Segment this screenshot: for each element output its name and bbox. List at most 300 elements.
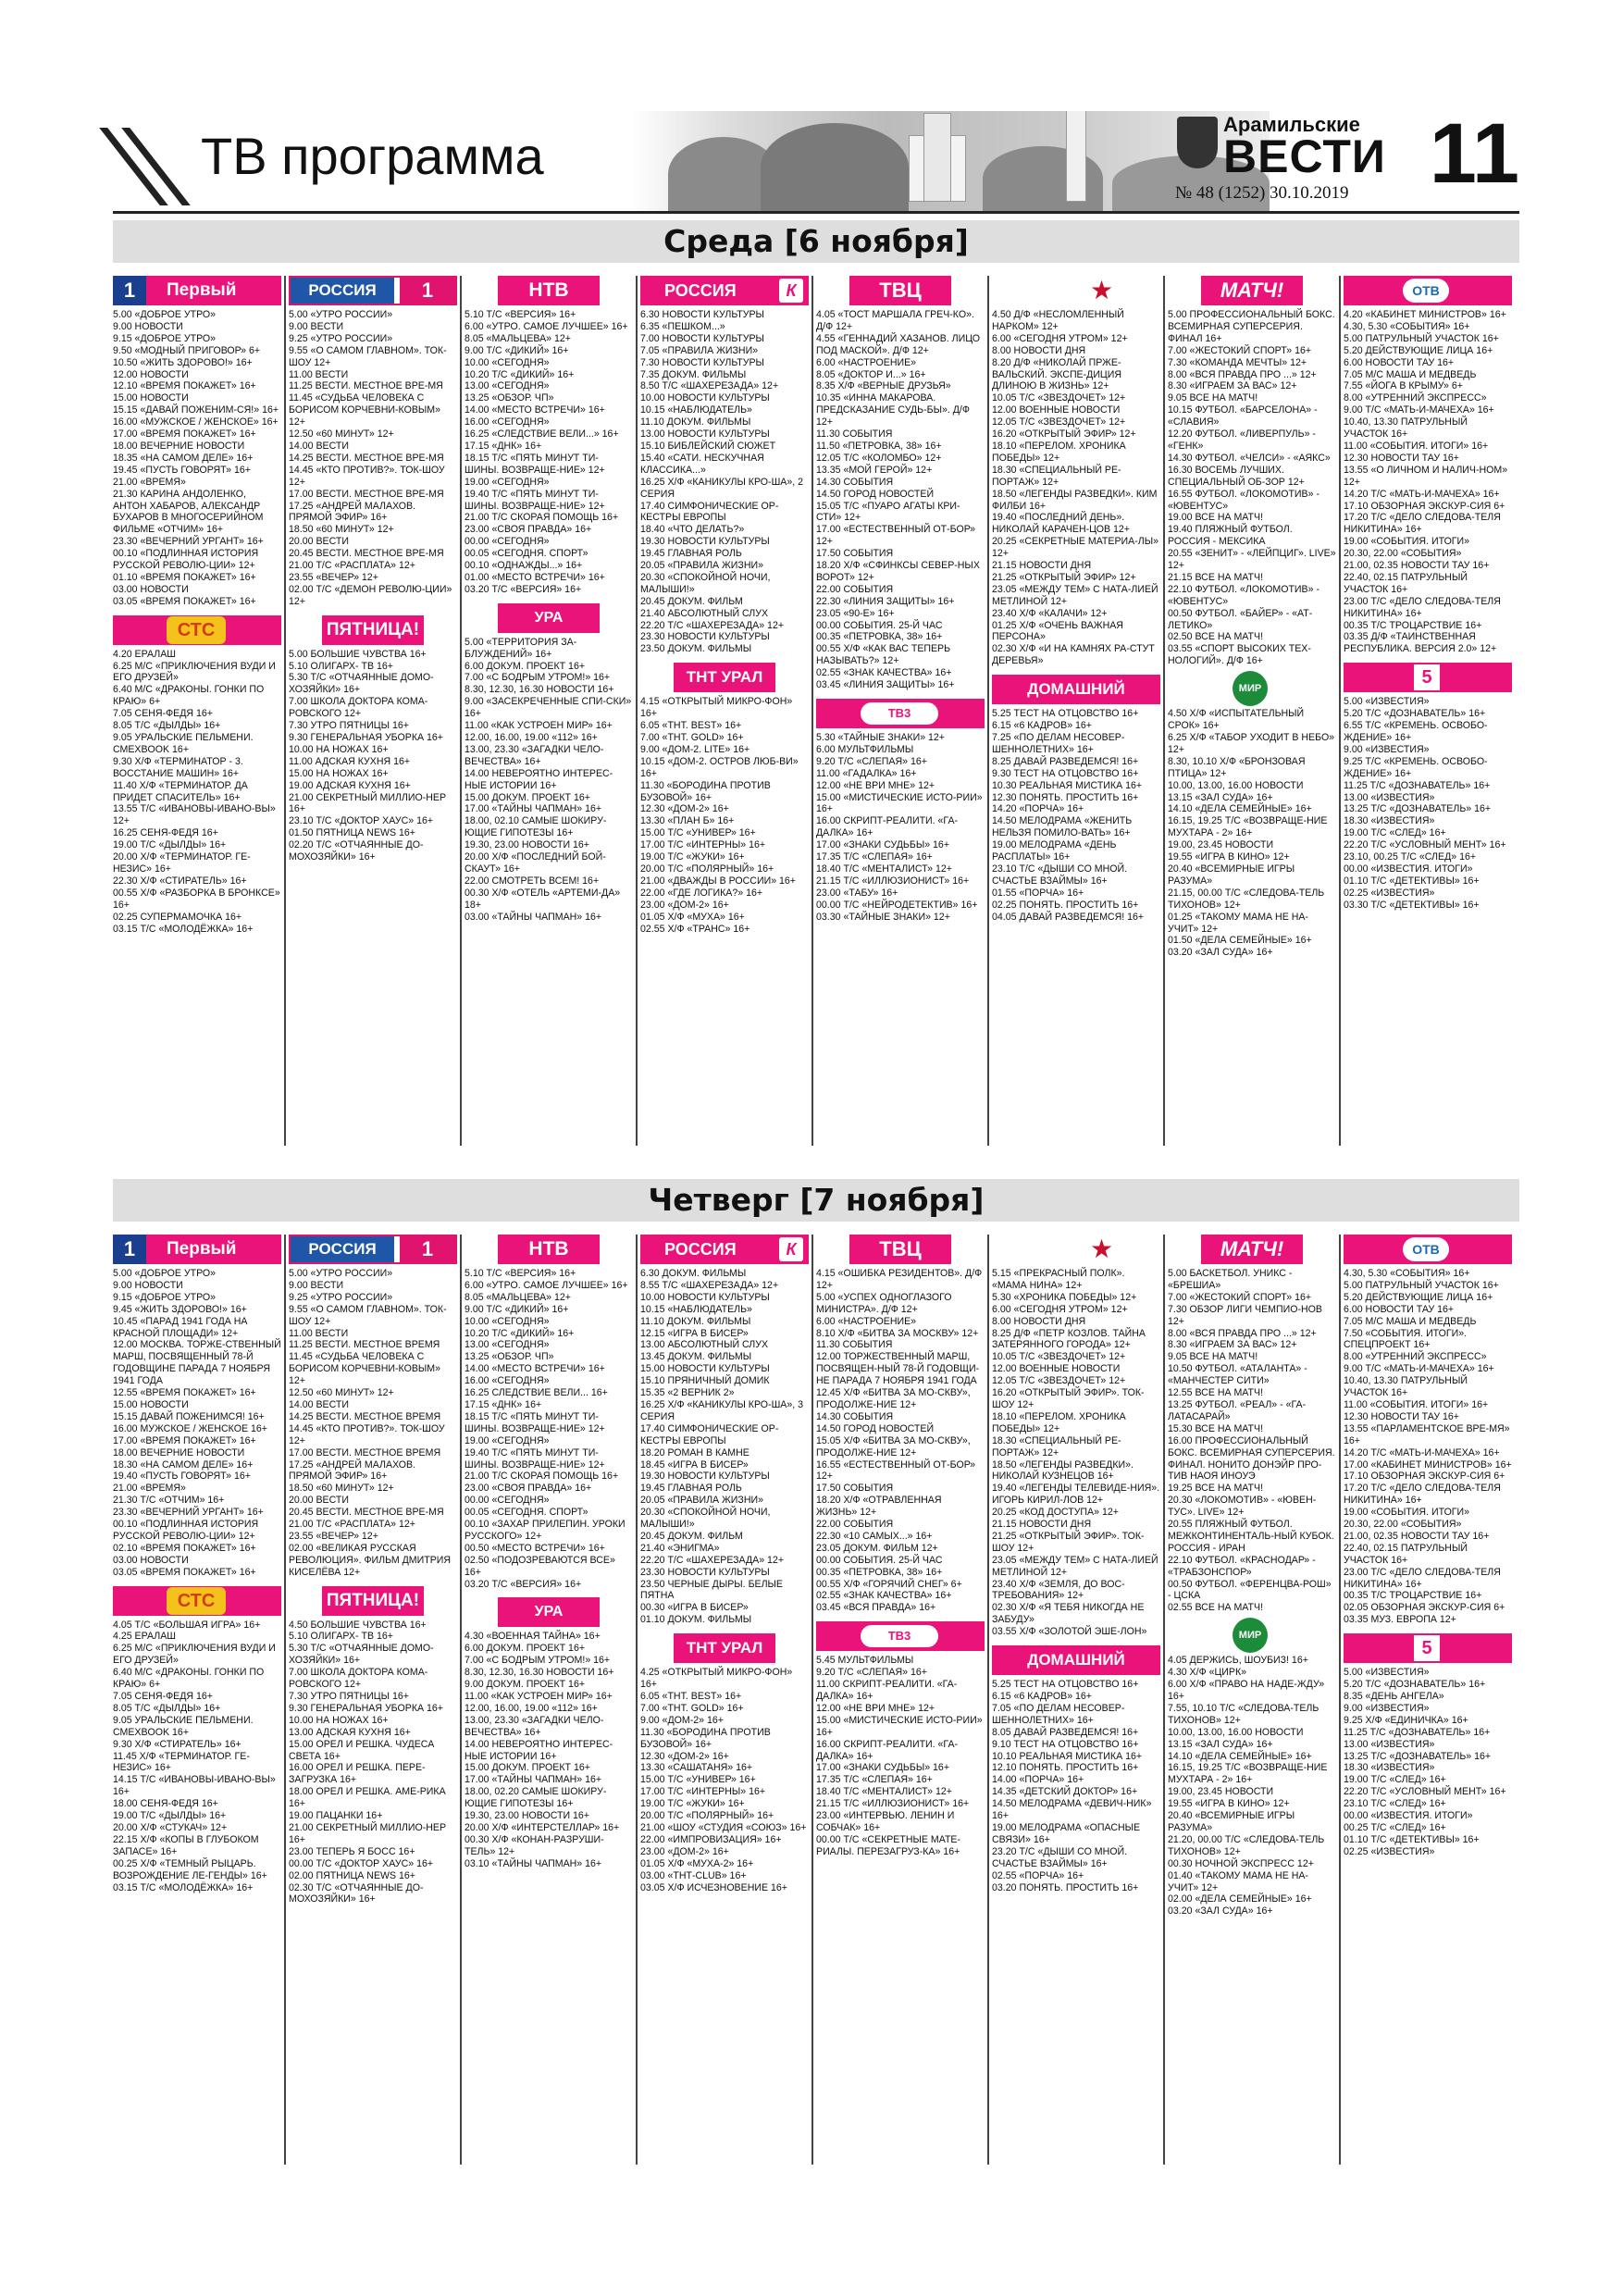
column-divider [812,1235,813,2165]
program-item: 9.20 Т/С «СЛЕПАЯ» 16+ [816,1667,927,1679]
channel-logo-russia1 [289,1235,457,1264]
day-title-wednesday: Среда [6 ноября] [113,220,1519,263]
program-item: 11.30 СОБЫТИЯ [816,1339,893,1351]
program-item: 5.00 ПРОФЕССИОНАЛЬНЫЙ БОКС. ВСЕМИРНАЯ СУПЕРСЕРИЯ. ФИНАЛ 16+ [1168,309,1335,344]
program-item: 9.10 ТЕСТ НА ОТЦОВСТВО 16+ [992,1738,1139,1750]
program-item: 14.25 ВЕСТИ. МЕСТНОЕ ВРЕМЯ [289,1410,441,1422]
program-item: 22.40, 02.15 ПАТРУЛЬНЫЙ УЧАСТОК 16+ [1344,571,1468,595]
program-item: 19.00 Т/С «СЛЕД» 16+ [1344,1774,1446,1786]
program-item: 11.30 СОБЫТИЯ [816,428,893,441]
program-item: 5.00 «УСПЕХ ОДНОГЛАЗОГО МИНИСТРА». Д/Ф 12+ [816,1291,952,1315]
program-item: 16.20 «ОТКРЫТЫЙ ЭФИР» 12+ [992,428,1136,441]
program-item: 21.00 Т/С СКОРАЯ ПОМОЩЬ 16+ [465,512,619,524]
channel-block [640,663,809,935]
program-item: 9.30 ГЕНЕРАЛЬНАЯ УБОРКА 16+ [289,1702,443,1714]
channel-name: НТВ [528,279,569,301]
program-item: 14.25 ВЕСТИ. МЕСТНОЕ ВРЕ-МЯ [289,452,444,464]
program-list [1168,1655,1336,1917]
program-item: 14.00 ВЕСТИ [289,440,349,452]
channel-logo-match [1201,276,1303,305]
program-item: 5.45 МУЛЬТФИЛЬМЫ [816,1655,914,1667]
program-item: 19.40 Т/С «ПЯТЬ МИНУТ ТИ-ШИНЫ. ВОЗВРАЩЕ-НИЕ» 12+ [465,488,605,512]
program-item: 5.00 ПАТРУЛЬНЫЙ УЧАСТОК 16+ [1344,332,1499,344]
program-item: 19.00 МЕЛОДРАМА «ОПАСНЫЕ СВЯЗИ» 16+ [992,1821,1141,1845]
program-item: 00.50 «МЕСТО ВСТРЕЧИ» 16+ [465,1542,605,1554]
program-item: 19.45 «ПУСТЬ ГОВОРЯТ» 16+ [113,464,251,476]
program-item: 20.30, 22.00 «СОБЫТИЯ» [1344,548,1462,560]
program-item: 6.00 НОВОСТИ ТАУ 16+ [1344,1303,1455,1315]
channel-block [992,1645,1160,1893]
program-item: 18.50 «ЛЕГЕНДЫ РАЗВЕДКИ». КИМ ФИЛБИ 16+ [992,488,1158,512]
program-item: 7.00 «ТНТ. GOLD» 16+ [640,1702,744,1714]
program-item: 6.00 «НАСТРОЕНИЕ» [816,1315,917,1327]
brand-main: ВЕСТИ [1223,130,1386,182]
program-item: 10.30 РЕАЛЬНАЯ МИСТИКА 16+ [992,779,1143,791]
star-icon: ★ [1090,276,1114,304]
program-item: 12.00 «НЕ ВРИ МНЕ» 12+ [816,779,935,791]
channel-block [992,276,1160,667]
program-item: 11.50 «ПЕТРОВКА, 38» 16+ [816,440,942,452]
program-item: 21.00 Т/С «РАСПЛАТА» 12+ [289,1519,415,1531]
channel-block [113,1586,281,1894]
program-item: 11.25 Т/С «ДОЗНАВАТЕЛЬ» 16+ [1344,779,1491,791]
program-item: 23.50 ЧЕРНЫЕ ДЫРЫ. БЕЛЫЕ ПЯТНА [640,1578,783,1602]
program-list [289,649,457,863]
program-item: 12.00 «НЕ ВРИ МНЕ» 12+ [816,1702,935,1714]
channel-block [1344,276,1512,655]
program-item: 13.00 «СЕГОДНЯ» [465,1339,550,1351]
program-list [465,309,633,596]
program-item: 17.00 «ЗНАКИ СУДЬБЫ» 16+ [816,839,950,851]
program-item: 5.15 «ПРЕКРАСНЫЙ ПОЛК». «МАМА НИНА» 12+ [992,1268,1125,1291]
program-item: 14.00 ВЕСТИ [289,1398,349,1410]
program-item: 01.40 «ТАКОМУ МАМА НЕ НА-УЧИТ» 12+ [1168,1869,1308,1893]
program-item: 11.00 «СОБЫТИЯ. ИТОГИ» 16+ [1344,440,1489,452]
program-item: 8.00 НОВОСТИ ДНЯ [992,1315,1086,1327]
schedule-column [113,276,281,942]
program-item: 18.35 «НА САМОМ ДЕЛЕ» 16+ [113,452,254,464]
program-list [1168,708,1336,959]
program-item: 03.45 «ВСЯ ПРАВДА» 16+ [816,1602,936,1614]
program-item: 11.00 ВЕСТИ [289,368,349,380]
program-list [992,1679,1160,1893]
program-item: 18.40 Т/С «МЕНТАЛИСТ» 12+ [816,863,952,875]
program-item: 6.00 НОВОСТИ ТАУ 16+ [1344,356,1455,368]
channel-block [816,699,985,924]
program-item: 12.30 ПОНЯТЬ. ПРОСТИТЬ 16+ [992,791,1139,803]
program-item: 17.00 «ТАЙНЫ ЧАПМАН» 16+ [465,803,602,815]
program-item: 6.25 М/С «ПРИКЛЮЧЕНИЯ ВУДИ И ЕГО ДРУЗЕЙ» [113,660,276,684]
program-item: 12.05 Т/С «КОЛОМБО» 12+ [816,452,942,464]
channel-letter: К [779,279,803,303]
channel-block [992,675,1160,923]
program-item: 00.00 СОБЫТИЯ. 25-Й ЧАС [816,1554,943,1566]
channel-logo-5 [1344,663,1512,692]
program-item: 12.15 «ИГРА В БИСЕР» [640,1327,749,1339]
channel-name: СТС [167,1587,226,1615]
schedule-column [113,1235,281,1901]
program-item: 9.00 Т/С «ДИКИЙ» 16+ [465,1303,569,1315]
program-item: 13.00 «ИЗВЕСТИЯ» [1344,791,1435,803]
program-item: 03.30 «ТАЙНЫЕ ЗНАКИ» 12+ [816,911,950,923]
program-item: 8.00 «ВСЯ ПРАВДА ПРО ...» 12+ [1168,368,1317,380]
channel-block [289,1235,457,1579]
channel-logo-tvc [849,276,951,305]
program-item: 4.20 ЕРАЛАШ [113,648,177,660]
program-item: 14.35 «ДЕТСКИЙ ДОКТОР» 16+ [992,1786,1138,1798]
channel-block [289,615,457,863]
program-item: 9.55 «О САМОМ ГЛАВНОМ». ТОК-ШОУ 12+ [289,1303,447,1327]
program-item: 5.30 Т/С «ОТЧАЯННЫЕ ДОМО-ХОЗЯЙКИ» 16+ [289,672,434,696]
program-item: 20.00 ВЕСТИ [289,1495,349,1507]
program-item: 10.35 «ИННА МАКАРОВА. ПРЕДСКАЗАНИЕ СУДЬ-БЫ». Д/Ф 12+ [816,392,970,428]
program-item: 16.00 СКРИПТ-РЕАЛИТИ. «ГА-ДАЛКА» 16+ [816,1738,959,1762]
channel-name: ТВЦ [879,1237,922,1260]
program-item: 20.55 «ЗЕНИТ» - «ЛЕЙПЦИГ». LIVE» 12+ [1168,548,1336,572]
program-item: 17.40 СИМФОНИЧЕСКИЕ ОР-КЕСТРЫ ЕВРОПЫ [640,1422,779,1446]
program-item: 10.15 ФУТБОЛ. «БАРСЕЛОНА» - «СЛАВИЯ» [1168,404,1318,428]
program-item: 18.30 «ИЗВЕСТИЯ» [1344,815,1435,827]
channel-name: ТВЦ [879,279,922,302]
program-item: 23.10 Т/С «ДОКТОР ХАУС» 16+ [289,815,434,827]
program-item: 19.00 МЕЛОДРАМА «ДЕНЬ РАСПЛАТЫ» 16+ [992,839,1117,863]
program-item: 5.00 «ИЗВЕСТИЯ» [1344,1667,1430,1679]
program-item: 8.35 «ДЕНЬ АНГЕЛА» [1344,1691,1444,1702]
column-divider [460,276,462,1146]
schedule-grid-thursday [113,1235,1519,2165]
program-item: 11.45 «СУДЬБА ЧЕЛОВЕКА С БОРИСОМ КОРЧЕВНИ-КОВЫМ» 12+ [289,1351,440,1387]
program-item: 19.00 ПАЦАНКИ 16+ [289,1810,383,1822]
program-item: 13.55 «О ЛИЧНОМ И НАЛИЧ-НОМ» 12+ [1344,464,1508,488]
program-item: 20.30 «ЛОКОМОТИВ» - «ЮВЕН-ТУС». LIVE» 12+ [1168,1495,1317,1519]
program-item: 23.10 Т/С «СЛЕД» 16+ [1344,1798,1446,1810]
program-item: 19.45 ГЛАВНАЯ РОЛЬ [640,548,742,560]
program-list [289,1268,457,1579]
channel-block [1168,276,1336,667]
channel-logo-domashniy [992,675,1160,704]
program-item: 13.15 «ЗАЛ СУДА» 16+ [1168,1738,1273,1750]
program-item: 9.30 Х/Ф «ТЕРМИНАТОР - 3. ВОССТАНИЕ МАШИН» 16+ [113,755,243,779]
program-item: 13.25 «ОБЗОР. ЧП» [465,392,554,404]
channel-block [465,276,633,596]
program-item: 00.10 «ЗАХАР ПРИЛЕПИН. УРОКИ РУССКОГО» 12+ [465,1519,626,1542]
program-item: 00.00 «ИЗВЕСТИЯ. ИТОГИ» [1344,863,1473,875]
program-item: 03.20 Т/С «ВЕРСИЯ» 16+ [465,1578,582,1590]
program-item: 5.20 ДЕЙСТВУЮЩИЕ ЛИЦА 16+ [1344,344,1493,356]
section-title: ТВ программа [201,127,544,185]
program-item: 21.00, 02.35 НОВОСТИ ТАУ 16+ [1344,1530,1490,1542]
program-item: 9.00 ВЕСТИ [289,320,344,332]
program-item: 6.00 «УТРО. САМОЕ ЛУЧШЕЕ» 16+ [465,320,628,332]
program-item: 10.00 НОВОСТИ КУЛЬТУРЫ [640,392,770,404]
program-item: 03.20 «ЗАЛ СУДА» 16+ [1168,1905,1273,1917]
brand-top: Арамильские [1223,113,1360,136]
program-item: 10.10 РЕАЛЬНАЯ МИСТИКА 16+ [992,1750,1143,1762]
channel-logo-ura [498,603,600,633]
program-item: 22.00 «ГДЕ ЛОГИКА?» 16+ [640,887,763,899]
program-item: 17.00 ВЕСТИ. МЕСТНОЕ ВРЕ-МЯ [289,488,444,500]
program-item: 20.00 Х/Ф «ПОСЛЕДНИЙ БОЙ-СКАУТ» 16+ [465,851,606,875]
program-item: 11.00 «СОБЫТИЯ. ИТОГИ» 16+ [1344,1398,1489,1410]
program-item: 4.50 БОЛЬШИЕ ЧУВСТВА 16+ [289,1619,427,1631]
program-item: 19.55 «ИГРА В КИНО» 12+ [1168,1798,1290,1810]
program-item: 03.00 НОВОСТИ [113,583,189,595]
program-item: 23.10, 00.25 Т/С «СЛЕД» 16+ [1344,851,1477,863]
program-item: 13.00 АБСОЛЮТНЫЙ СЛУХ [640,1339,769,1351]
channel-block [465,603,633,924]
program-item: 9.45 «ЖИТЬ ЗДОРОВО!» 16+ [113,1303,247,1315]
header-rule [113,211,1519,214]
program-item: 18.20 Х/Ф «ОТРАВЛЕННАЯ ЖИЗНЬ» 12+ [816,1495,942,1519]
program-item: 8.20 Д/Ф «НИКОЛАЙ ПРЖЕ-ВАЛЬСКИЙ. ЭКСПЕ-ДИЦИЯ ДЛИНОЮ В ЖИЗНЬ» 12+ [992,356,1122,392]
program-item: 19.00 Т/С «СЛЕД» 16+ [1344,827,1446,839]
program-item: 12.30 НОВОСТИ ТАУ 16+ [1344,1410,1459,1422]
program-item: 18.00 ВЕЧЕРНИЕ НОВОСТИ [113,440,245,452]
program-item: 6.40 М/С «ДРАКОНЫ. ГОНКИ ПО КРАЮ» 6+ [113,1667,265,1691]
program-item: 19.00 АДСКАЯ КУХНЯ 16+ [289,779,411,791]
program-item: 23.05 «МЕЖДУ ТЕМ» С НАТА-ЛИЕЙ МЕТЛИНОЙ 12+ [992,1554,1158,1578]
program-item: 7.00 «С БОДРЫМ УТРОМ!» 16+ [465,1655,611,1667]
program-item: 12.30 НОВОСТИ ТАУ 16+ [1344,452,1459,464]
program-item: 7.05 М/С МАША И МЕДВЕДЬ [1344,1315,1477,1327]
program-item: 03.00 «ТАЙНЫ ЧАПМАН» 16+ [465,911,602,923]
program-item: 15.00 «МИСТИЧЕСКИЕ ИСТО-РИИ» 16+ [816,791,983,815]
program-item: 20.00 Т/С «ПОЛЯРНЫЙ» 16+ [640,863,774,875]
channel-logo-ntv [498,1235,600,1264]
program-item: 11.45 «СУДЬБА ЧЕЛОВЕКА С БОРИСОМ КОРЧЕВНИ-КОВЫМ» 12+ [289,392,440,428]
channel-block [465,1597,633,1869]
program-item: 9.50 «МОДНЫЙ ПРИГОВОР» 6+ [113,344,261,356]
program-item: 12.30 «ДОМ-2» 16+ [640,803,729,815]
program-item: 15.00 Т/С «УНИВЕР» 16+ [640,827,756,839]
program-item: 5.20 Т/С «ДОЗНАВАТЕЛЬ» 16+ [1344,708,1486,720]
program-item: 17.00 Т/С «ИНТЕРНЫ» 16+ [640,1786,766,1798]
channel-logo-pyatnica [322,615,424,645]
program-item: 7.00 ШКОЛА ДОКТОРА КОМА-РОВСКОГО 12+ [289,1667,428,1691]
program-item: 21.40 АБСОЛЮТНЫЙ СЛУХ [640,607,769,619]
program-item: 11.00 АДСКАЯ КУХНЯ 16+ [289,755,411,767]
program-item: 15.10 БИБЛЕЙСКИЙ СЮЖЕТ [640,440,776,452]
program-item: 19.00 «СОБЫТИЯ. ИТОГИ» [1344,1507,1470,1519]
program-item: 11.25 Т/С «ДОЗНАВАТЕЛЬ» 16+ [1344,1726,1491,1738]
program-item: 18.00 ВЕЧЕРНИЕ НОВОСТИ [113,1446,245,1458]
program-item: 6.00 МУЛЬТФИЛЬМЫ [816,743,914,755]
program-item: 02.50 «ПОДОЗРЕВАЮТСЯ ВСЕ» 16+ [465,1554,615,1578]
program-item: 18.20 Х/Ф «СФИНКСЫ СЕВЕР-НЫХ ВОРОТ» 12+ [816,560,980,583]
program-list [992,708,1160,923]
program-item: 23.50 ДОКУМ. ФИЛЬМЫ [640,643,752,655]
program-item: 4.50 Х/Ф «ИСПЫТАТЕЛЬНЫЙ СРОК» 16+ [1168,708,1305,732]
channel-logo-russia-k [640,276,809,305]
program-item: 13.00, 23.30 «ЗАГАДКИ ЧЕЛО-ВЕЧЕСТВА» 16+ [465,1714,604,1738]
program-item: 19.30, 23.00 НОВОСТИ 16+ [465,839,589,851]
program-item: 03.20 «ЗАЛ СУДА» 16+ [1168,947,1273,959]
program-item: 22.30 «ЛИНИЯ ЗАЩИТЫ» 16+ [816,595,955,607]
program-item: 6.00 ДОКУМ. ПРОЕКТ 16+ [465,1643,586,1655]
program-item: 11.00 ВЕСТИ [289,1327,349,1339]
program-item: 7.00 «ТНТ. GOLD» 16+ [640,732,744,743]
program-item: 19.00 «СЕГОДНЯ» [465,476,550,488]
program-item: 23.00 «ТАБУ» 16+ [816,887,898,899]
channel-block [1168,675,1336,959]
program-item: 9.15 «ДОБРОЕ УТРО» [113,332,217,344]
channel-name: ТНТ УРАЛ [686,1639,763,1657]
program-item: 12.50 «60 МИНУТ» 12+ [289,1387,394,1399]
program-item: 02.00 Т/С «ДЕМОН РЕВОЛЮ-ЦИИ» 12+ [289,583,452,607]
program-item: 7.50 «СОБЫТИЯ. ИТОГИ». СПЕЦПРОЕКТ 16+ [1344,1327,1468,1351]
program-item: 5.00 ПАТРУЛЬНЫЙ УЧАСТОК 16+ [1344,1279,1499,1291]
program-item: 9.00 «ИЗВЕСТИЯ» [1344,743,1430,755]
program-item: 15.00 Т/С «УНИВЕР» 16+ [640,1774,756,1786]
program-item: 5.20 Т/С «ДОЗНАВАТЕЛЬ» 16+ [1344,1679,1486,1691]
program-item: 11.30 «БОРОДИНА ПРОТИВ БУЗОВОЙ» 16+ [640,1726,771,1750]
program-item: 15.00 НОВОСТИ КУЛЬТУРЫ [640,1363,770,1375]
program-item: 10.05 Т/С «ЗВЕЗДОЧЕТ» 12+ [992,392,1126,404]
program-item: 11.00 СКРИПТ-РЕАЛИТИ. «ГА-ДАЛКА» 16+ [816,1679,958,1702]
program-item: 15.00 НОВОСТИ [113,1398,189,1410]
program-item: 10.00 «СЕГОДНЯ» [465,356,550,368]
channel-block [1168,1621,1336,1917]
program-item: 21.00, 02.35 НОВОСТИ ТАУ 16+ [1344,560,1490,572]
program-item: 11.30 «БОРОДИНА ПРОТИВ БУЗОВОЙ» 16+ [640,779,771,803]
program-item: 14.50 ГОРОД НОВОСТЕЙ [816,1422,935,1434]
program-item: 03.05 «ВРЕМЯ ПОКАЖЕТ» 16+ [113,595,256,607]
program-item: 14.20 «ПОРЧА» 16+ [992,803,1084,815]
program-item: 00.35 Т/С ТРОЦАРСТВИЕ 16+ [1344,1590,1482,1602]
program-item: 7.30 НОВОСТИ КУЛЬТУРЫ [640,356,764,368]
program-item: 5.10 ОЛИГАРХ- ТВ 16+ [289,1631,393,1643]
program-item: 22.20 Т/С «УСЛОВНЫЙ МЕНТ» 16+ [1344,1786,1506,1798]
program-item: 15.00 ДОКУМ. ПРОЕКТ 16+ [465,1762,590,1774]
program-item: 9.00 «ИЗВЕСТИЯ» [1344,1702,1430,1714]
program-item: 5.00 «ДОБРОЕ УТРО» [113,1268,217,1279]
program-item: 11.25 ВЕСТИ. МЕСТНОЕ ВРЕ-МЯ [289,380,443,392]
program-item: 00.10 «ПОДЛИННАЯ ИСТОРИЯ РУССКОЙ РЕВОЛЮ-ЦИИ» 12+ [113,548,259,572]
program-list [816,732,985,924]
program-item: 9.25 «УТРО РОССИИ» [289,332,393,344]
program-item: 02.50 ВСЕ НА МАТЧ! [1168,631,1264,643]
program-list [1344,309,1512,655]
program-item: 7.55 «ЙОГА В КРЫМУ» 6+ [1344,380,1463,392]
program-item: 01.10 Т/С «ДЕТЕКТИВЫ» 16+ [1344,875,1480,887]
program-item: 19.30 НОВОСТИ КУЛЬТУРЫ [640,536,770,548]
program-item: 15.00 НОВОСТИ [113,392,189,404]
channel-block [289,276,457,608]
program-item: 10.00 «СЕГОДНЯ» [465,1315,550,1327]
program-item: 4.55 «ГЕННАДИЙ ХАЗАНОВ. ЛИЦО ПОД МАСКОЙ». Д/Ф 12+ [816,332,981,356]
program-item: 15.10 ПРЯНИЧНЫЙ ДОМИК [640,1375,770,1387]
program-item: 10.20 Т/С «ДИКИЙ» 16+ [465,1327,575,1339]
program-item: 00.30 Х/Ф «КОНАН-РАЗРУШИ-ТЕЛЬ» 12+ [465,1833,604,1857]
program-item: 23.30 «ВЕЧЕРНИЙ УРГАНТ» 16+ [113,536,264,548]
program-item: 03.15 Т/С «МОЛОДЁЖКА» 16+ [113,1881,254,1893]
program-item: 9.25 «УТРО РОССИИ» [289,1291,393,1303]
program-item: 20.00 Х/Ф «ТЕРМИНАТОР. ГЕ-НЕЗИС» 16+ [113,851,251,875]
schedule-column [640,276,809,942]
program-item: 8.55 Т/С «ШАХЕРЕЗАДА» 12+ [640,1279,779,1291]
program-item: 18.00 СЕНЯ-ФЕДЯ 16+ [113,1798,218,1810]
program-item: 19.00 «СОБЫТИЯ. ИТОГИ» [1344,536,1470,548]
program-item: 6.00 «УТРО. САМОЕ ЛУЧШЕЕ» 16+ [465,1279,628,1291]
program-item: 14.45 «КТО ПРОТИВ?». ТОК-ШОУ 12+ [289,464,445,488]
issue-number: № 48 (1252) 30.10.2019 [1175,183,1349,203]
slashes-icon [120,128,187,192]
program-item: 9.25 Т/С «КРЕМЕНЬ. ОСВОБО-ЖДЕНИЕ» 16+ [1344,755,1488,779]
program-item: 16.00 «СЕГОДНЯ» [465,416,550,428]
program-item: 11.40 Х/Ф «ТЕРМИНАТОР. ДА ПРИДЕТ СПАСИТЕЛЬ» 16+ [113,779,248,803]
program-item: 12.05 Т/С «ЗВЕЗДОЧЕТ» 12+ [992,1375,1126,1387]
channel-logo-tnt-ural [674,1633,775,1663]
program-item: 03.35 МУЗ. ЕВРОПА 12+ [1344,1614,1456,1626]
program-item: 23.30 НОВОСТИ КУЛЬТУРЫ [640,1566,770,1578]
program-item: 13.00 «ИЗВЕСТИЯ» [1344,1738,1435,1750]
program-item: 12.55 ВСЕ НА МАТЧ! [1168,1387,1264,1399]
channel-logo-ctc [113,1586,281,1616]
program-item: 21.15 Т/С «ИЛЛЮЗИОНИСТ» 16+ [816,1798,970,1810]
program-item: 7.00 «ЖЕСТОКИЙ СПОРТ» 16+ [1168,1291,1312,1303]
channel-block [289,1586,457,1906]
program-list [640,1268,809,1626]
program-item: 14.00 «ПОРЧА» 16+ [992,1774,1084,1786]
channel-block [640,1235,809,1626]
program-item: 17.00 «ВРЕМЯ ПОКАЖЕТ» 16+ [113,1434,256,1446]
program-item: 16.25 «СЛЕДСТВИЕ ВЕЛИ...» 16+ [465,428,619,441]
channel-block [1344,663,1512,911]
program-item: 01.10 «ВРЕМЯ ПОКАЖЕТ» 16+ [113,571,256,583]
program-item: 19.40 Т/С «ПЯТЬ МИНУТ ТИ-ШИНЫ. ВОЗВРАЩЕ-НИЕ» 12+ [465,1446,605,1471]
program-item: 13.35 «МОЙ ГЕРОЙ» 12+ [816,464,933,476]
program-item: 9.05 ВСЕ НА МАТЧ! [1168,392,1258,404]
program-item: 04.05 ДАВАЙ РАЗВЕДЕМСЯ! 16+ [992,911,1145,923]
channel-name: ПЯТНИЦА! [326,619,420,639]
program-item: 17.10 ОБЗОРНАЯ ЭКСКУР-СИЯ 6+ [1344,500,1505,512]
program-item: 01.55 «ПОРЧА» 16+ [992,887,1084,899]
program-item: 9.55 «О САМОМ ГЛАВНОМ». ТОК-ШОУ 12+ [289,344,447,368]
program-item: 18.15 Т/С «ПЯТЬ МИНУТ ТИ-ШИНЫ. ВОЗВРАЩЕ-НИЕ» 12+ [465,1410,605,1434]
program-item: 4.30 Х/Ф «ЦИРК» [1168,1667,1247,1679]
program-item: 6.30 НОВОСТИ КУЛЬТУРЫ [640,309,764,320]
program-item: 21.30 КАРИНА АНДОЛЕНКО, АНТОН ХАБАРОВ, АЛЕКСАНДР БУХАРОВ В МНОГОСЕРИЙНОМ ФИЛЬМЕ «ОТЧИМ» 16+ [113,488,264,536]
program-item: 7.30 «КОМАНДА МЕЧТЫ» 12+ [1168,356,1307,368]
program-item: 12.10 ПОНЯТЬ. ПРОСТИТЬ 16+ [992,1762,1139,1774]
program-item: 22.15 Х/Ф «КОПЫ В ГЛУБОКОМ ЗАПАСЕ» 16+ [113,1833,259,1857]
channel-logo-otv [1344,1235,1512,1264]
program-item: 13.25 «ОБЗОР. ЧП» [465,1351,554,1363]
program-item: 02.30 Х/Ф «И НА КАМНЯХ РА-СТУТ ДЕРЕВЬЯ» [992,643,1155,667]
program-item: 17.00 Т/С «ИНТЕРНЫ» 16+ [640,839,766,851]
program-item: 6.00 ДОКУМ. ПРОЕКТ 16+ [465,660,586,672]
channel-block [816,1621,985,1857]
program-item: 17.00 «КАБИНЕТ МИНИСТРОВ» 16+ [1344,1458,1512,1471]
channel-logo-match [1201,1235,1303,1264]
program-item: 12.00, 16.00, 19.00 «112» 16+ [465,732,598,743]
program-item: 17.25 «АНДРЕЙ МАЛАХОВ. ПРЯМОЙ ЭФИР» 16+ [289,1458,416,1483]
program-item: 21.00 «ВРЕМЯ» [113,476,186,488]
program-item: 8.25 ДАВАЙ РАЗВЕДЕМСЯ! 16+ [992,755,1139,767]
program-item: 00.00 Т/С «СЕКРЕТНЫЕ МАТЕ-РИАЛЫ. ПЕРЕЗАГРУЗ-КА» 16+ [816,1833,961,1857]
program-item: 15.05 Т/С «ПУАРО АГАТЫ КРИ-СТИ» 12+ [816,500,960,524]
program-item: 11.10 ДОКУМ. ФИЛЬМЫ [640,416,751,428]
program-item: 8.30 «ИГРАЕМ ЗА ВАС» 12+ [1168,1339,1297,1351]
program-item: 9.30 ТЕСТ НА ОТЦОВСТВО 16+ [992,767,1139,779]
program-item: 14.45 «КТО ПРОТИВ?». ТОК-ШОУ 12+ [289,1422,445,1446]
program-item: 00.50 ФУТБОЛ. «ФЕРЕНЦВА-РОШ» - ЦСКА [1168,1578,1332,1602]
program-item: 13.55 «ПАРЛАМЕНТСКОЕ ВРЕ-МЯ» 16+ [1344,1422,1510,1446]
program-list [465,637,633,924]
program-item: 7.00 «С БОДРЫМ УТРОМ!» 16+ [465,672,611,684]
program-item: 00.10 «ОДНАЖДЫ...» 16+ [465,560,583,572]
program-item: 16.00 ОРЕЛ И РЕШКА. ПЕРЕ-ЗАГРУЗКА 16+ [289,1762,426,1786]
